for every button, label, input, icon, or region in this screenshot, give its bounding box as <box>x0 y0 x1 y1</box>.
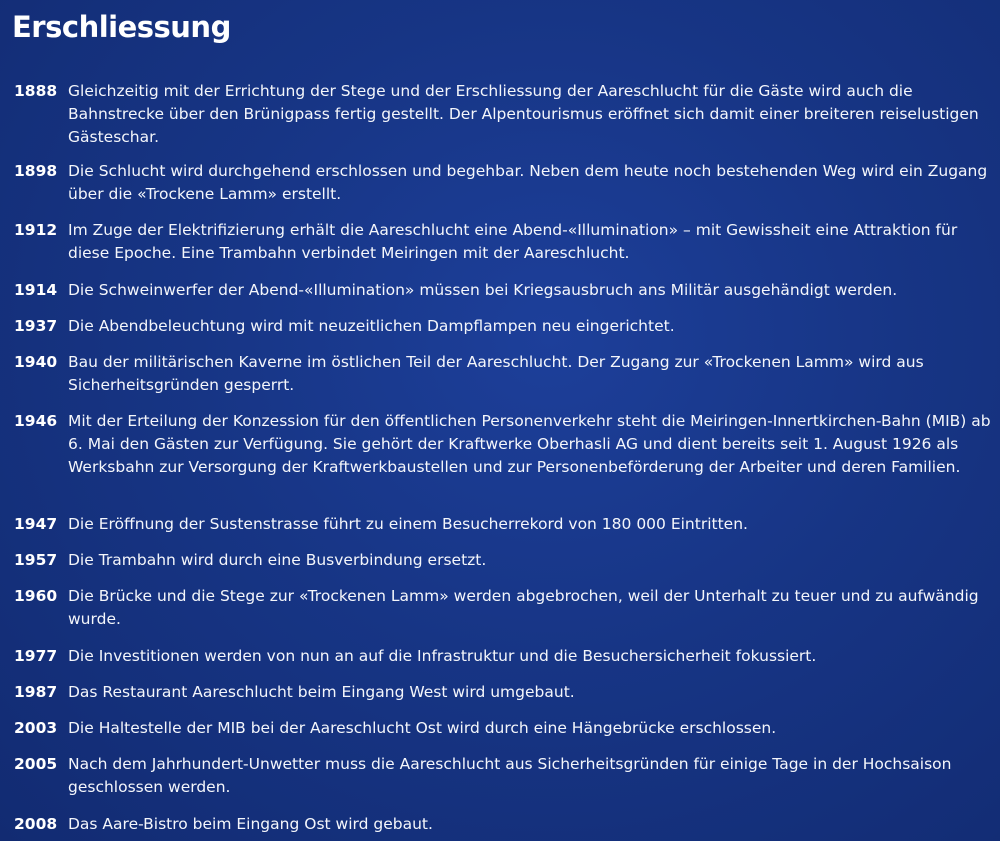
entry-text: Die Brücke und die Stege zur «Trockenen Lamm» werden abgebrochen, weil der Unterhalt zu teuer und zu aufwändig wurde. <box>68 587 979 628</box>
entry-year: 1888 <box>14 82 58 100</box>
entry-year: 1898 <box>14 162 58 180</box>
entry-year: 2005 <box>14 755 58 773</box>
entry-text: Im Zuge der Elektrifizierung erhält die Aareschlucht eine Abend-«Illumination» – mit Gewissheit eine Attraktion für diese Epoche. Eine Trambahn verbindet Meiringen mit der Aareschlucht. <box>68 221 958 262</box>
entry-text: Nach dem Jahrhundert-Unwetter muss die Aareschlucht aus Sicherheitsgründen für einige Tage in der Hochsaison geschlossen werden. <box>68 755 952 796</box>
entry-year: 1914 <box>14 281 58 299</box>
entry-text: Die Eröffnung der Sustenstrasse führt zu einem Besucherrekord von 180 000 Eintritten. <box>68 515 748 533</box>
entry-year: 2003 <box>14 719 58 737</box>
entry-text: Bau der militärischen Kaverne im östlichen Teil der Aareschlucht. Der Zugang zur «Trockenen Lamm» wird aus Sicherheitsgründen gesperrt. <box>68 353 924 394</box>
entry-text: Das Restaurant Aareschlucht beim Eingang West wird umgebaut. <box>68 683 575 701</box>
entry-text: Mit der Erteilung der Konzession für den öffentlichen Personenverkehr steht die Meiringen-Innertkirchen-Bahn (MIB) ab 6. Mai den Gästen zur Verfügung. Sie gehört der Kraftwerke Oberhasli AG und dient bereits seit 1. August 1926 als Werksbahn zur Versorgung der Kraftwerkbaustellen und zur Personenbeförderung der Arbeiter und deren Familien. <box>68 412 991 476</box>
entry-text: Die Schlucht wird durchgehend erschlossen und begehbar. Neben dem heute noch bestehenden Weg wird ein Zugang über die «Trockene Lamm» erstellt. <box>68 162 988 203</box>
entry-year: 1977 <box>14 647 58 665</box>
entry-text: Die Abendbeleuchtung wird mit neuzeitlichen Dampflampen neu eingerichtet. <box>68 317 675 335</box>
entry-text: Die Trambahn wird durch eine Busverbindung ersetzt. <box>68 551 487 569</box>
entry-year: 1940 <box>14 353 58 371</box>
entry-text: Die Investitionen werden von nun an auf die Infrastruktur und die Besuchersicherheit fokussiert. <box>68 647 817 665</box>
entry-text: Die Haltestelle der MIB bei der Aareschlucht Ost wird durch eine Hängebrücke erschlossen. <box>68 719 777 737</box>
entry-year: 1947 <box>14 515 58 533</box>
entry-text: Das Aare-Bistro beim Eingang Ost wird gebaut. <box>68 815 433 833</box>
entry-year: 2008 <box>14 815 58 833</box>
entry-year: 1937 <box>14 317 58 335</box>
entry-year: 1946 <box>14 412 58 430</box>
page-title: Erschliessung <box>12 10 231 44</box>
entry-year: 1987 <box>14 683 58 701</box>
entry-year: 1960 <box>14 587 58 605</box>
entry-text: Die Schweinwerfer der Abend-«Illumination» müssen bei Kriegsausbruch ans Militär ausgehändigt werden. <box>68 281 898 299</box>
entry-year: 1957 <box>14 551 58 569</box>
entry-year: 1912 <box>14 221 58 239</box>
entry-text: Gleichzeitig mit der Errichtung der Stege und der Erschliessung der Aareschlucht für die Gäste wird auch die Bahnstrecke über den Brünigpass fertig gestellt. Der Alpentourismus eröffnet sich damit einer breiteren reiselustigen Gästeschar. <box>68 82 979 146</box>
